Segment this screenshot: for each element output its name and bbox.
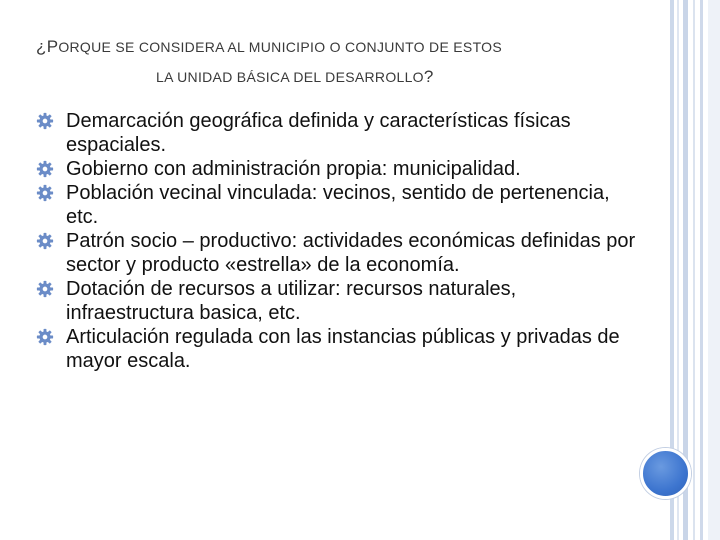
list-item xyxy=(36,277,646,325)
bullet-text: Gobierno con administración propia: municipalidad. xyxy=(66,158,521,180)
bullet-list xyxy=(36,109,646,373)
title-question-close: ? xyxy=(423,67,434,86)
title-initial: P xyxy=(46,37,59,56)
bullet-text: Patrón socio – productivo: actividades económicas definidas por sector y producto «estrella» de la economía. xyxy=(66,230,636,276)
gear-icon xyxy=(36,280,54,298)
title-question-open: ¿ xyxy=(36,37,47,56)
title-line-2 xyxy=(36,62,676,92)
accent-circle xyxy=(640,448,691,499)
bullet-text: Articulación regulada con las instancias públicas y privadas de mayor escala. xyxy=(66,326,620,372)
title-line-1-text: ORQUE SE CONSIDERA AL MUNICIPIO O CONJUNTO DE ESTOS xyxy=(58,39,503,55)
list-item xyxy=(36,157,646,181)
list-item xyxy=(36,229,646,277)
decorative-stripe xyxy=(700,0,703,540)
gear-icon xyxy=(36,160,54,178)
gear-icon xyxy=(36,232,54,250)
bullet-text: Demarcación geográfica definida y características físicas espaciales. xyxy=(66,110,571,156)
gear-icon xyxy=(36,328,54,346)
gear-icon xyxy=(36,112,54,130)
decorative-stripe xyxy=(693,0,695,540)
list-item xyxy=(36,109,646,157)
title-line-1 xyxy=(36,32,676,62)
title-line-2-text: LA UNIDAD BÁSICA DEL DESARROLLO xyxy=(156,69,424,85)
slide-title xyxy=(36,32,676,92)
gear-icon xyxy=(36,184,54,202)
list-item xyxy=(36,325,646,373)
list-item xyxy=(36,181,646,229)
bullet-text: Población vecinal vinculada: vecinos, sentido de pertenencia, etc. xyxy=(66,182,610,228)
bullet-text: Dotación de recursos a utilizar: recursos naturales, infraestructura basica, etc. xyxy=(66,278,517,324)
decorative-stripe xyxy=(708,0,720,540)
